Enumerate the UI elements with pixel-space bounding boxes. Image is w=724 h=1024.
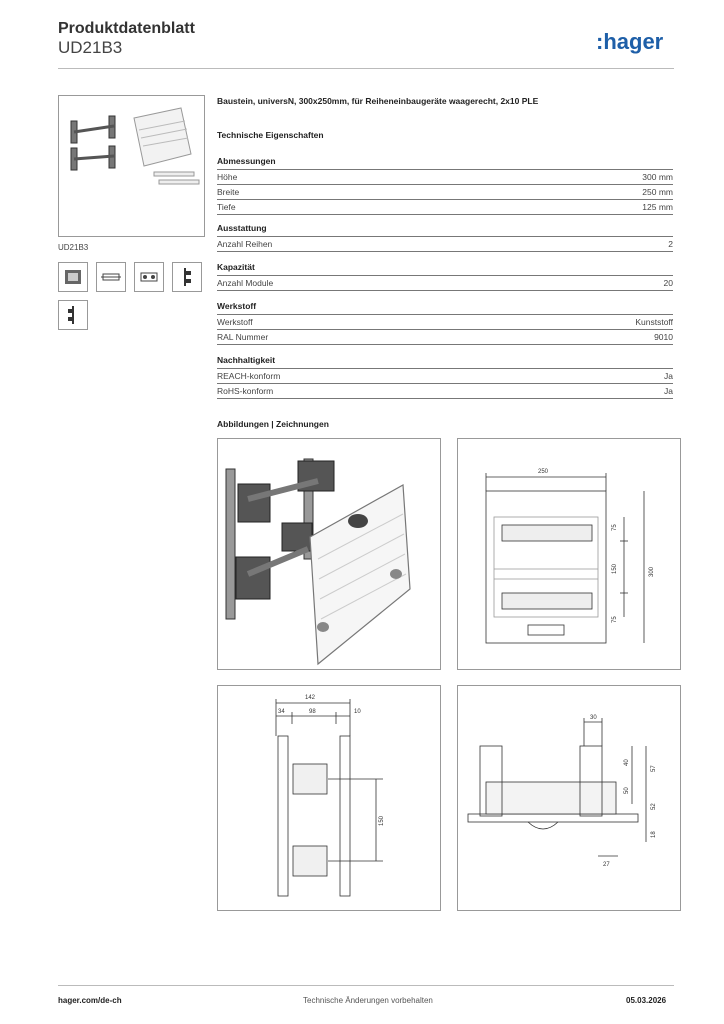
dim-b: 98 bbox=[309, 709, 316, 715]
figure-front-drawing bbox=[457, 438, 681, 670]
section-title: Ausstattung bbox=[217, 222, 673, 237]
section-sustainability bbox=[217, 354, 673, 399]
table-row: RoHS-konform Ja bbox=[217, 384, 673, 399]
dim-bottom: 75 bbox=[612, 616, 618, 623]
product-description: Baustein, universN, 300x250mm, für Reiheneinbaugeräte waagerecht, 2x10 PLE bbox=[217, 96, 539, 106]
dim-top: 30 bbox=[590, 715, 597, 721]
section-title: Abmessungen bbox=[217, 155, 673, 170]
table-row: Höhe 300 mm bbox=[217, 170, 673, 185]
figure-side-drawing bbox=[217, 685, 441, 911]
dim-d3: 50 bbox=[624, 787, 630, 794]
table-row: Anzahl Module 20 bbox=[217, 276, 673, 291]
table-row: Tiefe 125 mm bbox=[217, 200, 673, 215]
figures-heading: Abbildungen | Zeichnungen bbox=[217, 419, 329, 429]
footer-note: Technische Änderungen vorbehalten bbox=[303, 996, 433, 1005]
dim-top: 75 bbox=[612, 524, 618, 531]
section-equipment bbox=[217, 222, 673, 252]
tech-heading: Technische Eigenschaften bbox=[217, 130, 324, 140]
footer-divider bbox=[58, 985, 674, 986]
section-material bbox=[217, 300, 673, 345]
table-row: Werkstoff Kunststoff bbox=[217, 315, 673, 330]
dim-width: 250 bbox=[538, 469, 549, 475]
header-divider bbox=[58, 68, 674, 69]
dim-height: 300 bbox=[649, 566, 655, 577]
section-title: Kapazität bbox=[217, 261, 673, 276]
page-title: Produktdatenblatt bbox=[58, 20, 195, 37]
dim-mid: 150 bbox=[612, 563, 618, 574]
table-row: Anzahl Reihen 2 bbox=[217, 237, 673, 252]
footer-url[interactable]: hager.com/de-ch bbox=[58, 996, 122, 1005]
thumb-drawing-5[interactable] bbox=[58, 300, 88, 330]
thumb-drawing-2[interactable] bbox=[96, 262, 126, 292]
thumb-photo-1[interactable] bbox=[58, 262, 88, 292]
table-row: REACH-konform Ja bbox=[217, 369, 673, 384]
dim-d4: 52 bbox=[651, 803, 657, 810]
thumb-drawing-3[interactable] bbox=[134, 262, 164, 292]
hager-logo-text: :hager bbox=[596, 29, 664, 54]
hager-logo bbox=[596, 28, 676, 56]
section-title: Nachhaltigkeit bbox=[217, 354, 673, 369]
table-row: Breite 250 mm bbox=[217, 185, 673, 200]
dim-pitch: 150 bbox=[379, 815, 385, 826]
dim-bottom: 27 bbox=[603, 862, 610, 868]
section-title: Werkstoff bbox=[217, 300, 673, 315]
dim-d5: 18 bbox=[651, 831, 657, 838]
table-row: RAL Nummer 9010 bbox=[217, 330, 673, 345]
dim-a: 34 bbox=[278, 709, 285, 715]
dim-c: 10 bbox=[354, 709, 361, 715]
thumbnail-code: UD21B3 bbox=[58, 243, 89, 252]
product-code: UD21B3 bbox=[58, 38, 123, 57]
thumb-drawing-4[interactable] bbox=[172, 262, 202, 292]
footer-date: 05.03.2026 bbox=[626, 996, 667, 1005]
figure-product-photo bbox=[217, 438, 441, 670]
dim-total: 142 bbox=[305, 695, 316, 701]
figure-section-drawing bbox=[457, 685, 681, 911]
section-capacity bbox=[217, 261, 673, 291]
dim-d2: 57 bbox=[651, 765, 657, 772]
product-image bbox=[58, 95, 205, 237]
section-dimensions bbox=[217, 155, 673, 215]
dim-d1: 40 bbox=[624, 759, 630, 766]
